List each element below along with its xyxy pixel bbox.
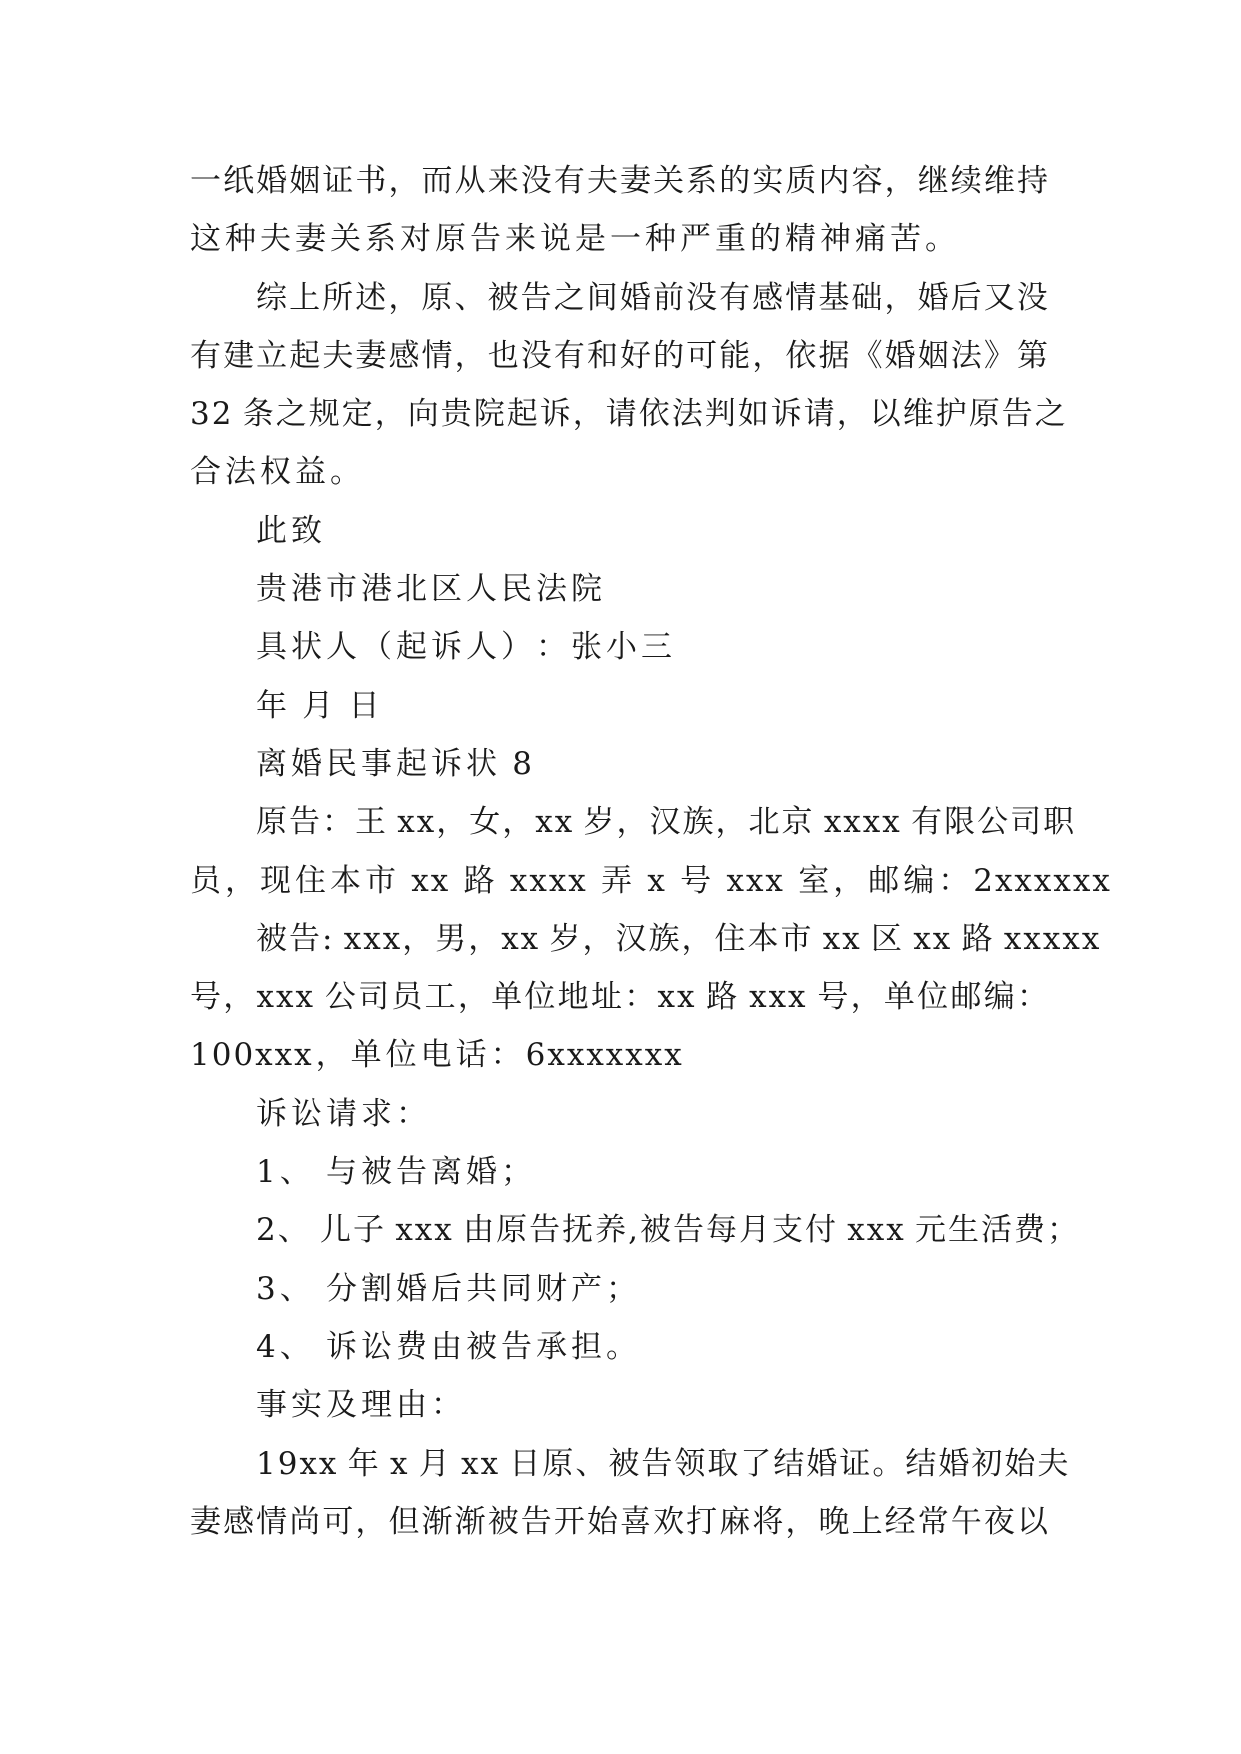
text-line: 19xx 年 x 月 xx 日 原 、 被 告 领 取 了 结 婚 证 。 结 婚 初 始 夫 [256, 1445, 1071, 1482]
document-body [190, 152, 1112, 1551]
text-line: 综 上 所 述 ， 原 、 被 告 之 间 婚 前 没 有 感 情 基 础 ， 婚 后 又 没 [256, 279, 1050, 316]
text-line: 员 ， 现 住 本 市 xx 路 xxxx 弄 x 号 xxx 室 ， 邮 编 ： 2xxxxxx [190, 862, 1112, 899]
text-line: 贵 港 市 港 北 区 人 民 法 院 [256, 571, 604, 608]
text-line: 妻 感 情 尚 可 ， 但 渐 渐 被 告 开 始 喜 欢 打 麻 将 ， 晚 上 经 常 午 夜 以 [190, 1503, 1050, 1540]
text-line: 1 、 与 被 告 离 婚 ； [256, 1154, 535, 1191]
text-line: 32 条 之 规 定 ， 向 贵 院 起 诉 ， 请 依 法 判 如 诉 请 ， 以 维 护 原 告 之 [190, 396, 1068, 433]
text-line: 号 ， xxx 公 司 员 工 ， 单 位 地 址 ： xx 路 xxx 号 ， 单 位 邮 编 ： [190, 979, 1050, 1016]
text-line: 诉 讼 请 求 ： [256, 1095, 429, 1132]
text-line: 此 致 [256, 512, 324, 549]
text-line: 3 、 分 割 婚 后 共 同 财 产 ； [256, 1270, 640, 1307]
text-line: 2 、 儿 子 xxx 由 原 告 抚 养 , 被 告 每 月 支 付 xxx 元 生 活 费 ； [256, 1212, 1080, 1249]
text-line: 100xxx ， 单 位 电 话 ： 6xxxxxxx [190, 1037, 684, 1074]
text-line: 一 纸 婚 姻 证 书 ， 而 从 来 没 有 夫 妻 关 系 的 实 质 内 容 ， 继 续 维 持 [190, 163, 1050, 199]
text-line: 年 月 日 [256, 687, 382, 724]
text-line: 有 建 立 起 夫 妻 感 情 ， 也 没 有 和 好 的 可 能 ， 依 据 《 婚 姻 法 》 第 [190, 337, 1050, 374]
text-line: 4 、 诉 讼 费 由 被 告 承 担 。 [256, 1328, 640, 1365]
text-line: 原 告 ： 王 xx ， 女 ， xx 岁 ， 汉 族 ， 北 京 xxxx 有 限 公 司 职 [256, 804, 1077, 841]
text-line: 合 法 权 益 。 [190, 454, 363, 491]
text-line: 事 实 及 理 由 ： [256, 1387, 464, 1424]
text-line: 具 状 人 （ 起 诉 人 ） ： 张 小 三 [256, 629, 674, 666]
text-line: 离 婚 民 事 起 诉 状 8 [256, 745, 535, 782]
text-line: 这 种 夫 妻 关 系 对 原 告 来 说 是 一 种 严 重 的 精 神 痛 苦 。 [190, 221, 958, 258]
text-line: 被 告 : xxx ， 男 ， xx 岁 ， 汉 族 ， 住 本 市 xx 区 xx 路 xxxxx [256, 920, 1102, 957]
